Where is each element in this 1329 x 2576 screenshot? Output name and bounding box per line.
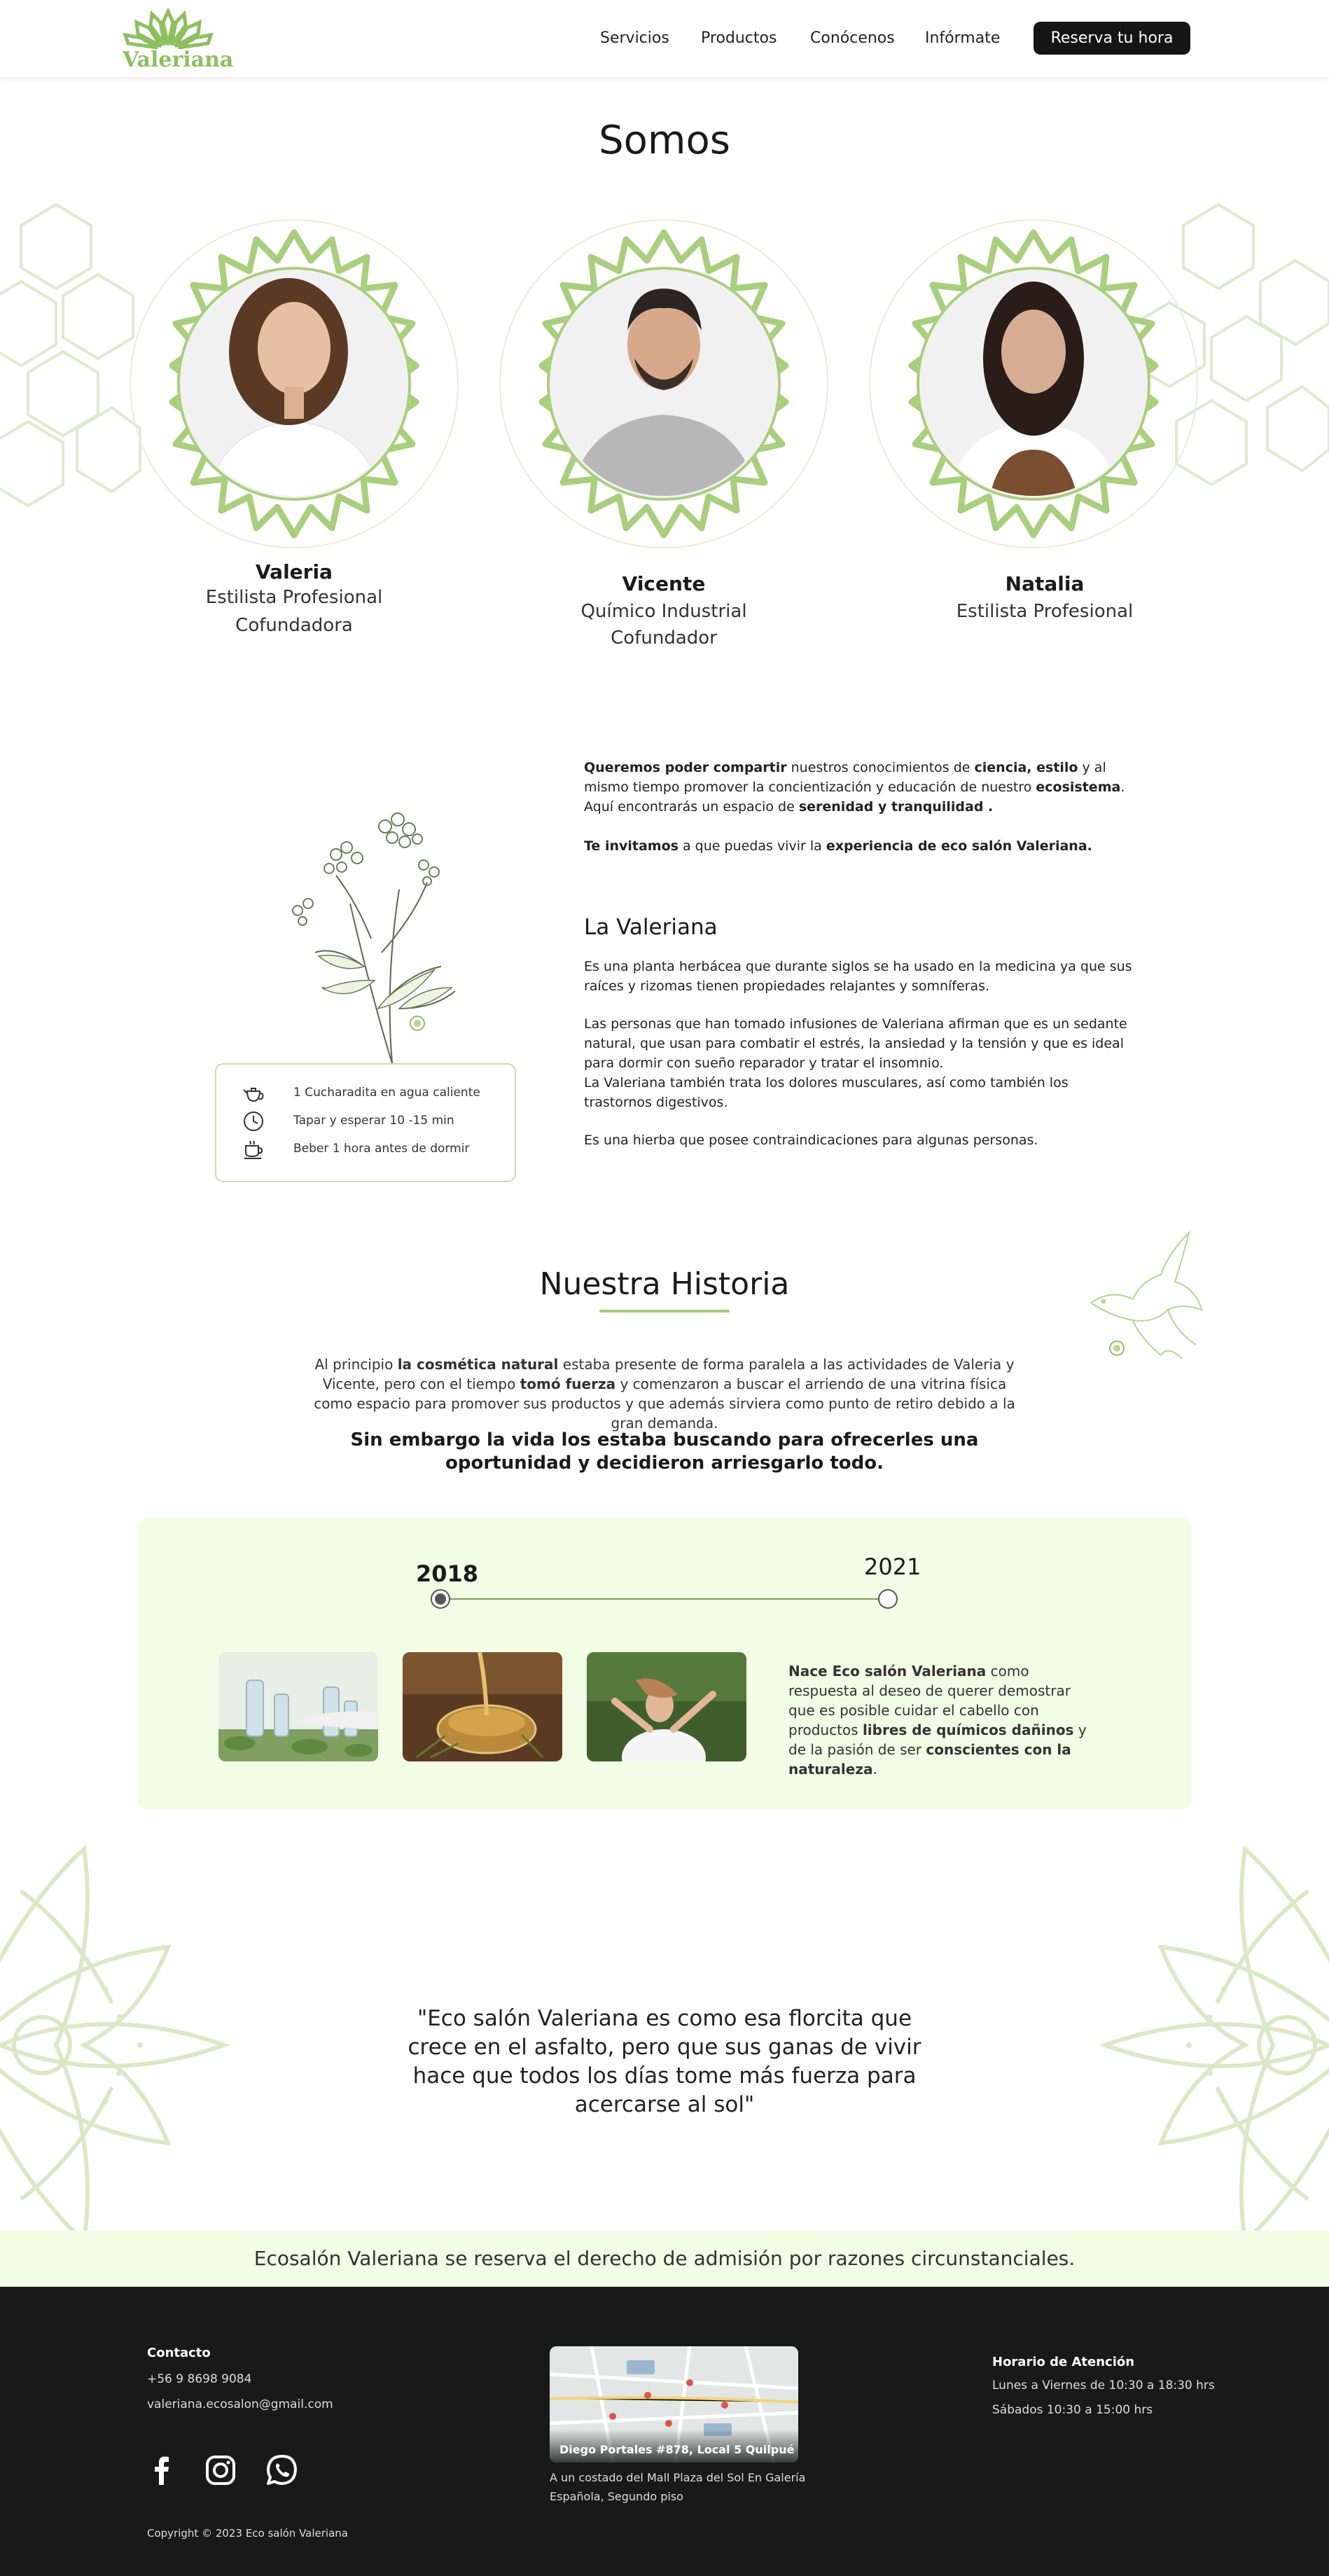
brand-quote: "Eco salón Valeriana es como esa florcita que crece en el asfalto, pero que sus ganas de vivir hace que todos los días tome más fuerza para acercarse al sol" [408,2006,921,2117]
valeriana-paragraph: Las personas que han tomado infusiones de Valeriana afirman que es un sedante natural, que usan para combatir el estrés, la ansiedad y la tensión y que es ideal para dormir con sueño reparador y tratar el insomnio. [584,1016,1127,1071]
step-text: 1 Cucharadita en agua caliente [293,1086,480,1100]
member-portrait-valeria [129,219,459,549]
nav-link-conocenos[interactable]: Conócenos [810,29,895,47]
nace-text: y de la pasión de ser [788,1722,1087,1758]
logo-text: Valeriana [123,48,234,72]
whatsapp-icon[interactable] [265,2453,300,2488]
photo-woman-nature [587,1652,746,1761]
footer-hours-title: Horario de Atención [992,2355,1135,2369]
map-address-label: Diego Portales #878, Local 5 Quilpué [550,2429,798,2463]
about-emph: ciencia, estilo [974,760,1078,775]
nav-link-informate[interactable]: Infórmate [925,29,1001,47]
title-underline [599,1310,730,1313]
nace-emph: libres de químicos dañinos [862,1722,1074,1738]
timeline-track [440,1598,888,1600]
historia-text: y comenzaron a buscar el arriendo de una vitrina física como espacio para promover sus productos y que además sirviera como punto de retiro debido a la gran demanda. [314,1376,1015,1432]
photo-natural-cosmetics [218,1652,378,1761]
infusion-steps-card [215,1063,516,1182]
historia-highlight: Sin embargo la vida los estaba buscando para ofrecerles una oportunidad y decidieron arriesgarlo todo. [350,1429,979,1474]
small-flower-icon [1108,1339,1126,1357]
step-text: Tapar y esperar 10 -15 min [293,1114,454,1128]
about-text: . [1120,780,1125,795]
member-card-vicente [499,570,828,651]
instagram-icon[interactable] [203,2453,238,2488]
about-text: nuestros conocimientos de [786,760,975,775]
valeriana-paragraph: La Valeriana también trata los dolores musculares, así como también los trastornos digestivos. [584,1075,1069,1110]
nace-emph: Nace Eco salón Valeriana [788,1663,987,1680]
small-flower-icon [408,1014,426,1032]
about-emph: Queremos poder compartir [584,760,787,775]
section-title-historia: Nuestra Historia [539,1266,790,1302]
teapot-icon [242,1081,265,1105]
footer-hours-weekdays: Lunes a Viernes de 10:30 a 18:30 hrs [992,2378,1215,2393]
member-name: Natalia [1005,572,1085,595]
valeriana-paragraph: Es una hierba que posee contraindicaciones para algunas personas. [584,1133,1038,1148]
member-portrait-vicente [499,219,829,549]
historia-text: Al principio [314,1356,398,1373]
mandala-right-icon [1091,1807,1329,2283]
about-emph: Te invitamos [584,838,679,854]
lotus-logo-icon [123,8,214,50]
mandala-left-icon [0,1807,238,2283]
member-name: Vicente [622,572,706,595]
about-text: Aquí encontrarás un espacio de [584,799,799,815]
timeline-year-2021: 2021 [864,1553,921,1580]
member-role: Químico Industrial [580,601,747,622]
nace-paragraph [788,1661,1097,1779]
footer-address-note: Española, Segundo piso [550,2490,683,2503]
nav-link-servicios[interactable]: Servicios [600,29,669,47]
member-role-secondary: Cofundador [611,628,717,649]
member-card-natalia [880,570,1209,625]
footer-hours-saturday: Sábados 10:30 a 15:00 hrs [992,2403,1153,2417]
historia-emph: la cosmética natural [397,1356,559,1373]
historia-text: estaba presente de forma paralela a las actividades de Valeria y Vicente, pero con el tiempo [322,1356,1015,1392]
section-title-valeriana: La Valeriana [584,915,718,940]
cup-icon [242,1137,265,1161]
member-role-secondary: Cofundadora [235,615,353,636]
nav-link-productos[interactable]: Productos [701,29,777,47]
about-text: a que puedas vivir la [678,838,826,854]
valerian-plant-illustration-icon [259,798,462,1065]
step-text: Beber 1 hora antes de dormir [293,1142,470,1156]
nace-text: como respuesta al deseo de querer demostrar que es posible cuidar el cabello con productos [788,1663,1071,1738]
facebook-icon[interactable] [144,2453,179,2488]
about-emph: serenidad y tranquilidad . [798,799,994,815]
historia-emph: tomó fuerza [520,1376,616,1392]
timeline-node-2021[interactable] [878,1589,898,1609]
timeline-year-2018: 2018 [416,1560,479,1587]
reserve-button[interactable]: Reserva tu hora [1034,22,1190,55]
valeriana-paragraph: Es una planta herbácea que durante siglos se ha usado en la medicina ya que sus raíces y rizomas tienen propiedades relajantes y somníferas. [584,959,1132,994]
admission-notice: Ecosalón Valeriana se reserva el derecho de admisión por razones circunstanciales. [0,2231,1329,2287]
brand-logo[interactable] [123,8,234,72]
footer-copyright: Copyright © 2023 Eco salón Valeriana [147,2527,348,2540]
about-emph: ecosistema [1036,780,1121,795]
historia-paragraph [308,1355,1021,1433]
member-name: Valeria [256,560,333,583]
timeline-node-2018[interactable] [431,1589,450,1609]
footer-email[interactable]: valeriana.ecosalon@gmail.com [147,2397,333,2411]
about-invite [584,836,1137,856]
member-role: Estilista Profesional [956,601,1134,622]
about-emph: experiencia de eco salón Valeriana. [826,838,1092,854]
photo-herbal-oil [403,1652,562,1761]
member-portrait-natalia [868,219,1199,549]
top-navbar [0,0,1329,77]
page-title: Somos [599,118,730,163]
nace-text: . [872,1761,877,1778]
member-role: Estilista Profesional [205,587,383,608]
member-card-valeria [130,560,459,639]
about-intro [584,758,1137,817]
footer-contact-title: Contacto [147,2346,211,2360]
clock-icon [242,1109,265,1133]
footer-phone[interactable]: +56 9 8698 9084 [147,2372,252,2386]
location-map[interactable] [550,2346,798,2463]
about-text: y al mismo tiempo promover la concientización y educación de nuestro [584,760,1106,795]
nace-emph: conscientes con la naturaleza [788,1741,1071,1778]
footer-address-note: A un costado del Mall Plaza del Sol En Galería [550,2471,806,2484]
